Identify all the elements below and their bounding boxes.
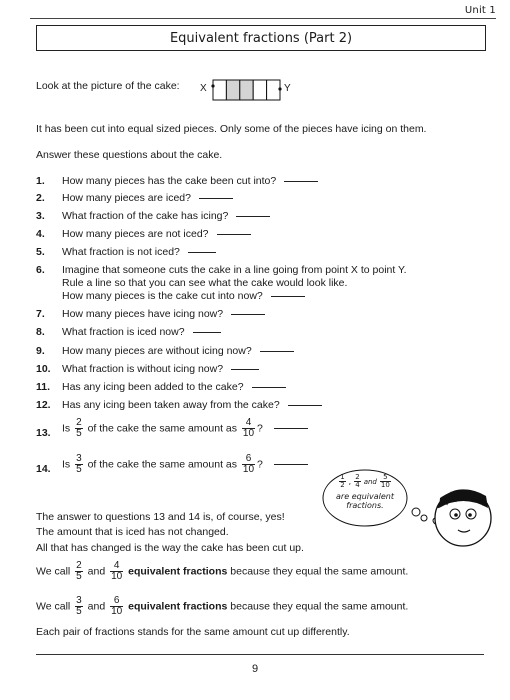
answer-blank[interactable] <box>188 252 216 253</box>
answer-blank[interactable] <box>193 332 221 333</box>
point-x-dot <box>211 84 214 87</box>
page-number: 9 <box>251 663 259 675</box>
unit-label: Unit 1 <box>464 5 496 16</box>
question-number: 11. <box>36 381 51 393</box>
conclusion-line2: The amount that is iced has not changed. <box>36 526 229 538</box>
answer-blank[interactable] <box>271 296 305 297</box>
question-14: Is $\frac{3}{5}$ of the cake the same amount as $\frac{6}{10}$ ? <box>62 454 308 475</box>
conclusion-final: Each pair of fractions stands for the same amount cut up differently. <box>36 626 350 638</box>
question-number: 9. <box>36 345 45 357</box>
thought-dot <box>412 508 420 516</box>
fraction: $\frac{2}{5}$ <box>76 560 82 582</box>
cake-piece-iced <box>226 80 239 100</box>
question-6-line1: Imagine that someone cuts the cake in a line going from point X to point Y. <box>62 264 407 276</box>
answer-blank[interactable] <box>231 369 259 370</box>
we-call-example-1: We call $\frac{2}{5}$ and $\frac{4}{10}$ equivalent fractions because they equal the same amount. <box>36 560 409 582</box>
answer-blank[interactable] <box>274 464 308 465</box>
cake-piece <box>253 80 266 100</box>
answer-blank[interactable] <box>217 234 251 235</box>
intro-look: Look at the picture of the cake: <box>36 80 180 92</box>
fraction: $\frac{6}{10}$ <box>111 595 123 617</box>
answer-blank[interactable] <box>231 314 265 315</box>
cake-piece <box>267 80 280 100</box>
answer-blank[interactable] <box>199 198 233 199</box>
question-number: 6. <box>36 264 45 276</box>
question-7: How many pieces have icing now? <box>62 308 265 320</box>
thought-bubble-text: $\frac{1}{2}$ , $\frac{2}{4}$ and $\frac{5}{10}$ are equivalent fractions. <box>336 473 394 510</box>
point-x-label: X <box>200 83 207 94</box>
answer-blank[interactable] <box>260 351 294 352</box>
answer-blank[interactable] <box>288 405 322 406</box>
answer-blank[interactable] <box>284 181 318 182</box>
question-1: How many pieces has the cake been cut into? <box>62 175 318 187</box>
question-number: 13. <box>36 427 51 439</box>
question-number: 4. <box>36 228 45 240</box>
answer-blank[interactable] <box>252 387 286 388</box>
question-2: How many pieces are iced? <box>62 192 233 204</box>
conclusion-line3: All that has changed is the way the cake has been cut up. <box>36 542 304 554</box>
question-13: Is $\frac{2}{5}$ of the cake the same amount as $\frac{4}{10}$ ? <box>62 418 308 439</box>
cake-piece <box>213 80 226 100</box>
question-4: How many pieces are not iced? <box>62 228 251 240</box>
fraction: $\frac{4}{10}$ <box>111 560 123 582</box>
cartoon-face-icon <box>433 489 491 546</box>
question-number: 12. <box>36 399 51 411</box>
question-9: How many pieces are without icing now? <box>62 345 294 357</box>
fraction: $\frac{3}{5}$ <box>76 595 82 617</box>
fraction: $\frac{6}{10}$ <box>242 453 255 475</box>
question-number: 14. <box>36 463 51 475</box>
cake-svg <box>209 78 289 102</box>
question-number: 10. <box>36 363 51 375</box>
question-number: 3. <box>36 210 45 222</box>
question-6-line2: Rule a line so that you can see what the cake would look like. <box>62 277 348 289</box>
page-title: Equivalent fractions (Part 2) <box>36 25 486 51</box>
question-6-line3: How many pieces is the cake cut into now? <box>62 290 305 302</box>
thought-dot <box>421 515 427 521</box>
fraction: $\frac{4}{10}$ <box>242 417 255 439</box>
conclusion-line1: The answer to questions 13 and 14 is, of course, yes! <box>36 511 285 523</box>
fraction: $\frac{2}{5}$ <box>76 417 82 439</box>
question-3: What fraction of the cake has icing? <box>62 210 270 222</box>
question-11: Has any icing been added to the cake? <box>62 381 286 393</box>
question-5: What fraction is not iced? <box>62 246 216 258</box>
question-number: 8. <box>36 326 45 338</box>
we-call-example-2: We call $\frac{3}{5}$ and $\frac{6}{10}$ equivalent fractions because they equal the same amount. <box>36 595 409 617</box>
cake-piece-iced <box>240 80 253 100</box>
answer-blank[interactable] <box>236 216 270 217</box>
question-number: 2. <box>36 192 45 204</box>
question-number: 1. <box>36 175 45 187</box>
answer-blank[interactable] <box>274 428 308 429</box>
point-y-dot <box>278 87 281 90</box>
question-number: 7. <box>36 308 45 320</box>
bottom-rule <box>36 654 484 655</box>
top-rule <box>30 18 496 19</box>
question-12: Has any icing been taken away from the cake? <box>62 399 322 411</box>
question-10: What fraction is without icing now? <box>62 363 259 375</box>
question-number: 5. <box>36 246 45 258</box>
point-y-label: Y <box>284 83 291 94</box>
intro-cut: It has been cut into equal sized pieces. Only some of the pieces have icing on them. <box>36 123 427 135</box>
intro-answer: Answer these questions about the cake. <box>36 149 223 161</box>
question-8: What fraction is iced now? <box>62 326 221 338</box>
fraction: $\frac{3}{5}$ <box>76 453 82 475</box>
